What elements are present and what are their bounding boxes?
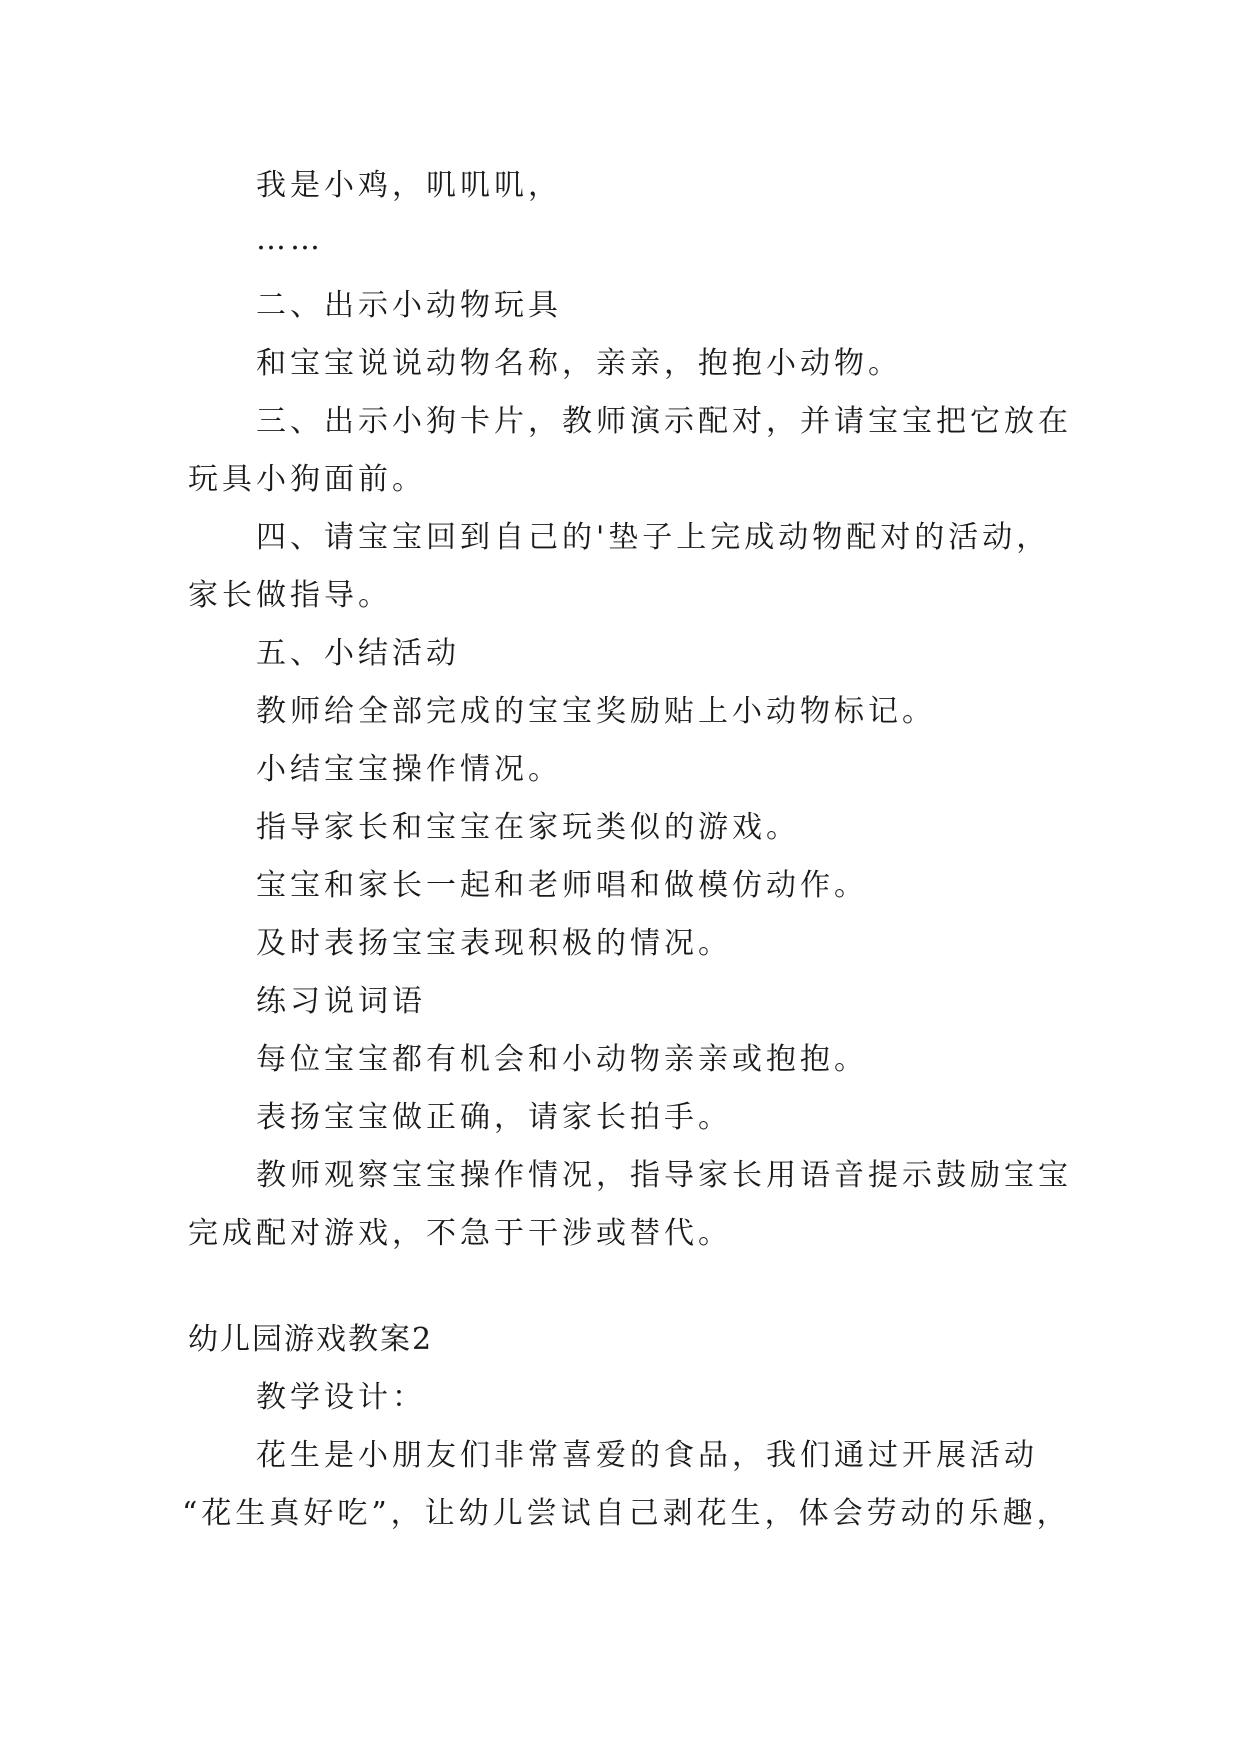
text-line: 我是小鸡，叽叽叽， [256, 168, 562, 203]
text-line: …… [256, 222, 324, 257]
document-title: 幼儿园游戏教案2 [188, 1322, 434, 1357]
text-line: 完成配对游戏，不急于干涉或替代。 [188, 1216, 732, 1251]
text-line: 玩具小狗面前。 [188, 462, 426, 497]
text-line: 花生是小朋友们非常喜爱的食品，我们通过开展活动 [256, 1438, 1038, 1473]
text-line: 练习说词语 [256, 984, 426, 1019]
text-line: “花生真好吃”，让幼儿尝试自己剥花生，体会劳动的乐趣， [182, 1496, 1071, 1531]
text-line: 家长做指导。 [188, 578, 392, 613]
text-line: 教师观察宝宝操作情况，指导家长用语音提示鼓励宝宝 [256, 1158, 1072, 1193]
text-line: 教学设计： [256, 1380, 426, 1415]
text-line: 及时表扬宝宝表现积极的情况。 [256, 926, 732, 961]
text-line: 宝宝和家长一起和老师唱和做模仿动作。 [256, 868, 868, 903]
text-line: 和宝宝说说动物名称，亲亲，抱抱小动物。 [256, 346, 902, 381]
text-line: 教师给全部完成的宝宝奖励贴上小动物标记。 [256, 694, 936, 729]
text-line: 四、请宝宝回到自己的'垫子上完成动物配对的活动， [256, 520, 1051, 555]
section-heading: 二、出示小动物玩具 [256, 288, 562, 323]
section-heading: 五、小结活动 [256, 636, 460, 671]
text-line: 每位宝宝都有机会和小动物亲亲或抱抱。 [256, 1042, 868, 1077]
text-line: 小结宝宝操作情况。 [256, 752, 562, 787]
text-line: 表扬宝宝做正确，请家长拍手。 [256, 1100, 732, 1135]
text-line: 指导家长和宝宝在家玩类似的游戏。 [256, 810, 800, 845]
text-line: 三、出示小狗卡片，教师演示配对，并请宝宝把它放在 [256, 404, 1072, 439]
